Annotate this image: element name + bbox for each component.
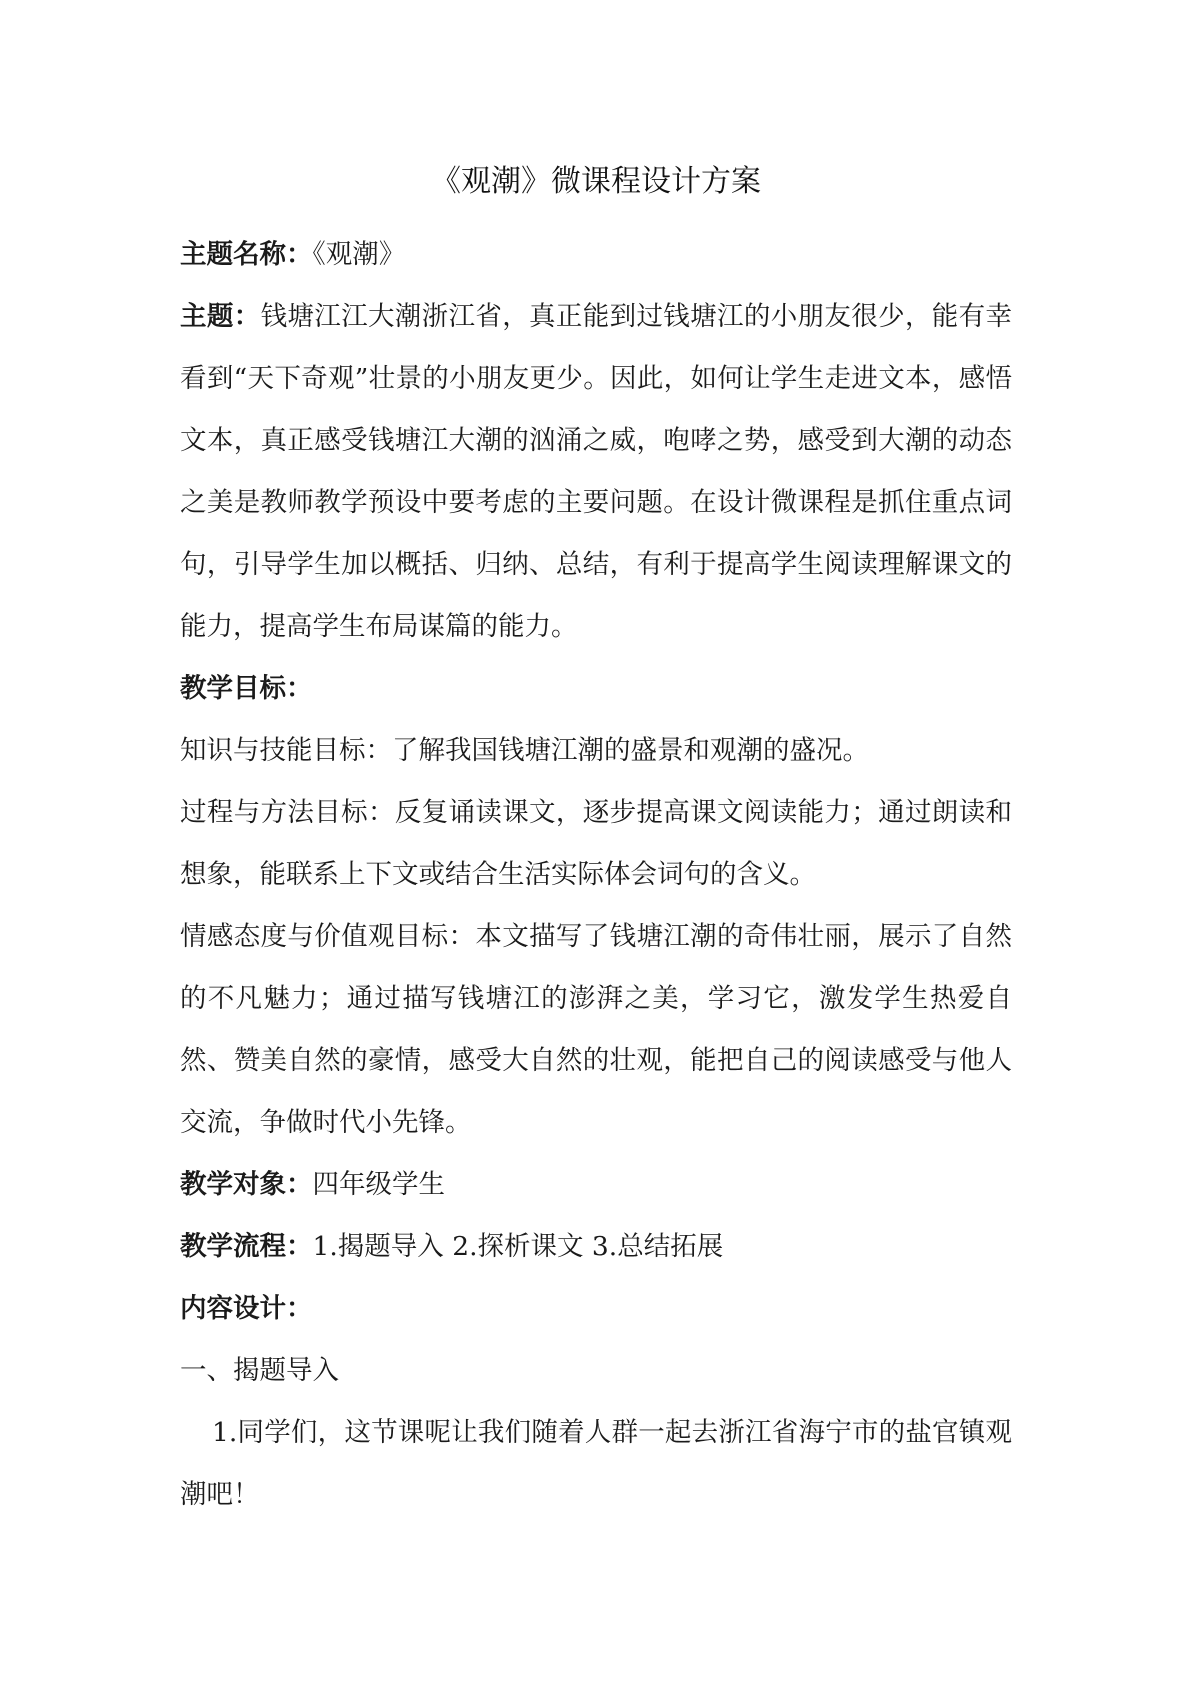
topic-name-line	[180, 224, 1012, 286]
topic-name-value: 《观潮》	[312, 239, 406, 270]
audience-label: 教学对象：	[180, 1169, 313, 1200]
topic-paragraph	[180, 286, 1012, 658]
goal-process: 过程与方法目标：反复诵读课文，逐步提高课文阅读能力；通过朗读和想象，能联系上下文或结合生活实际体会词句的含义。	[180, 797, 1012, 890]
audience-line	[180, 1154, 1012, 1216]
goals-heading: 教学目标：	[180, 673, 313, 704]
section-1-item-1: 1.同学们，这节课呢让我们随着人群一起去浙江省海宁市的盐官镇观潮吧！	[180, 1417, 1012, 1510]
topic-label: 主题：	[180, 301, 261, 332]
document-title: 《观潮》微课程设计方案	[431, 164, 761, 199]
goal-emotion: 情感态度与价值观目标：本文描写了钱塘江潮的奇伟壮丽，展示了自然的不凡魅力；通过描写钱塘江的澎湃之美，学习它，激发学生热爱自然、赞美自然的豪情，感受大自然的壮观，能把自己的阅读感受与他人交流，争做时代小先锋。	[180, 921, 1012, 1138]
content-heading: 内容设计：	[180, 1293, 313, 1324]
goal-knowledge: 知识与技能目标：了解我国钱塘江潮的盛景和观潮的盛况。	[180, 735, 869, 766]
flow-value: 1.揭题导入 2.探析课文 3.总结拓展	[312, 1231, 724, 1262]
flow-line	[180, 1216, 1012, 1278]
topic-text: 钱塘江江大潮浙江省，真正能到过钱塘江的小朋友很少，能有幸看到“天下奇观”壮景的小朋友更少。因此，如何让学生走进文本，感悟文本，真正感受钱塘江大潮的汹涌之威，咆哮之势，感受到大潮的动态之美是教师教学预设中要考虑的主要问题。在设计微课程是抓住重点词句，引导学生加以概括、归纳、总结，有利于提高学生阅读理解课文的能力，提高学生布局谋篇的能力。	[180, 301, 1013, 642]
flow-label: 教学流程：	[180, 1231, 313, 1262]
audience-value: 四年级学生	[312, 1169, 445, 1200]
section-1-heading: 一、揭题导入	[180, 1355, 339, 1386]
document-page	[180, 160, 1012, 1526]
topic-name-label: 主题名称：	[180, 239, 313, 270]
